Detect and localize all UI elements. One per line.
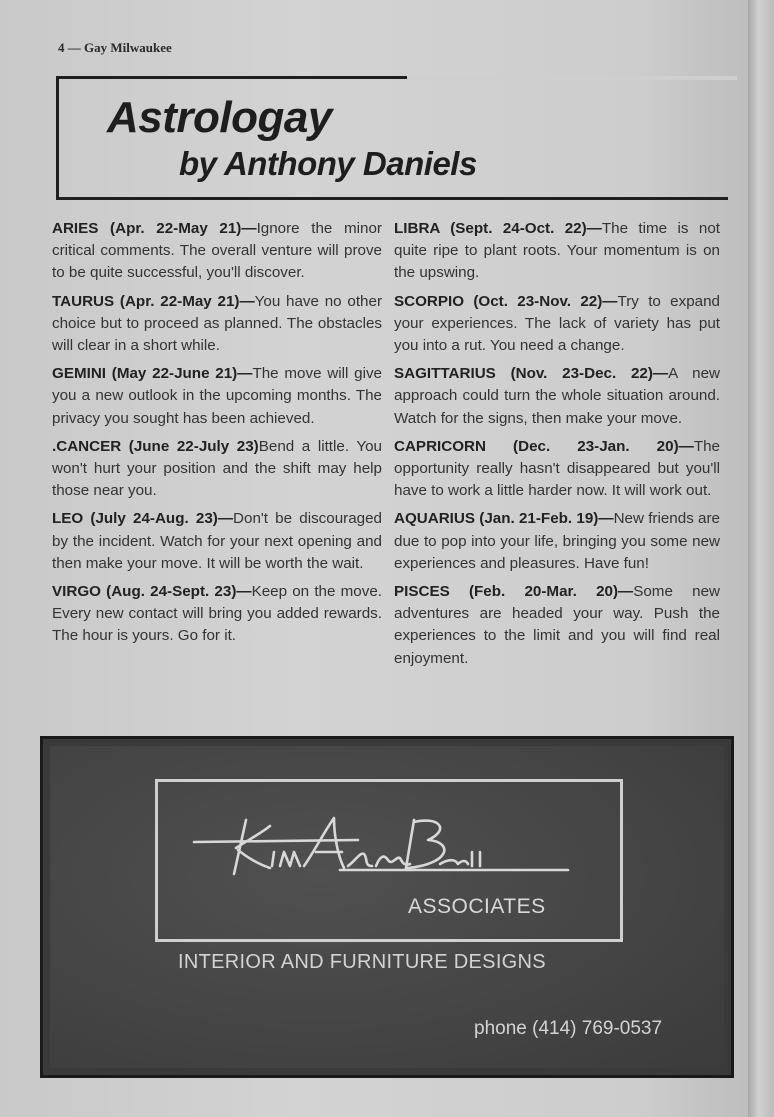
advertisement-panel [50,746,724,1068]
horoscope-text: The move will give you a new outlook in the upcoming months. The privacy you sought has been achieved. [52,365,382,427]
sign-heading: GEMINI (May 22-June 21)— [52,365,253,383]
horoscope-entry-taurus [52,291,382,358]
signature-logo [188,812,598,902]
horoscope-text: Keep on the move. Every new contact will bring you added rewards. The hour is yours. Go for it. [52,583,382,645]
sign-heading: SAGITTARIUS (Nov. 23-Dec. 22)— [394,365,669,383]
horoscope-text: Bend a little. You won't hurt your position and the shift may help those near you. [52,437,382,500]
horoscope-text: A new approach could turn the whole situation around. Watch for the signs, then make your move. [394,365,721,427]
horoscope-text: Try to expand your experiences. The lack of variety has put you into a rut. You need a change. [394,292,721,355]
horoscope-entry-aries [52,218,382,285]
column-byline: by Anthony Daniels [179,145,477,182]
ad-phone: phone (414) 769-0537 [474,1018,663,1039]
horoscope-column-left [52,218,382,654]
horoscope-text: Some new adventures are headed your way. Push the experiences to the limit and you will find real enjoyment. [394,583,721,667]
sign-heading: VIRGO (Aug. 24-Sept. 23)— [52,583,252,601]
horoscope-entry-scorpio [394,291,720,358]
sign-heading: .CANCER (June 22-July 23) [52,437,259,455]
sign-heading: LIBRA (Sept. 24-Oct. 22)— [394,220,602,237]
logo-box [155,779,623,942]
sign-heading: PISCES (Feb. 20-Mar. 20)— [394,583,634,601]
associates-label: ASSOCIATES [408,895,546,918]
sign-heading: AQUARIUS (Jan. 21-Feb. 19)— [394,510,614,528]
horoscope-entry-pisces [394,581,720,670]
title-box [56,76,728,200]
horoscope-column-right [394,218,720,676]
horoscope-entry-cancer [52,436,382,503]
horoscope-entry-virgo [52,581,382,648]
page-edge [748,0,774,1117]
sign-heading: SCORPIO (Oct. 23-Nov. 22)— [394,292,618,310]
horoscope-entry-leo [52,508,382,575]
sign-heading: ARIES (Apr. 22-May 21)— [52,220,257,237]
horoscope-text: New friends are due to pop into your life, bringing you some new experiences and pleasures. Have fun! [394,510,721,572]
horoscope-text: You have no other choice but to proceed as planned. The obstacles will clear in a short while. [52,292,382,355]
horoscope-text: The opportunity really hasn't disappeared but you'll have to work a little harder now. It will work out. [394,437,720,500]
sign-heading: TAURUS (Apr. 22-May 21)— [52,292,255,310]
horoscope-entry-sagittarius [394,363,720,430]
horoscope-text: Don't be discouraged by the incident. Watch for your next opening and then make your move. It will be worth the wait. [52,510,382,572]
ad-tagline: INTERIOR AND FURNITURE DESIGNS [178,951,546,973]
page-folio: 4 — Gay Milwaukee [58,40,172,55]
sign-heading: CAPRICORN (Dec. 23-Jan. 20)— [394,437,694,455]
horoscope-text: The time is not quite ripe to plant roots. Your momentum is on the upswing. [394,220,720,282]
title-box-gap [407,76,737,80]
horoscope-entry-libra [394,218,720,285]
horoscope-entry-aquarius [394,508,720,575]
column-title: Astrologay [107,93,332,142]
horoscope-text: Ignore the minor critical comments. The overall venture will prove to be quite successful, you'll discover. [52,220,382,282]
sign-heading: LEO (July 24-Aug. 23)— [52,510,234,528]
advertisement [40,736,734,1078]
horoscope-entry-capricorn [394,436,720,503]
horoscope-entry-gemini [52,363,382,430]
